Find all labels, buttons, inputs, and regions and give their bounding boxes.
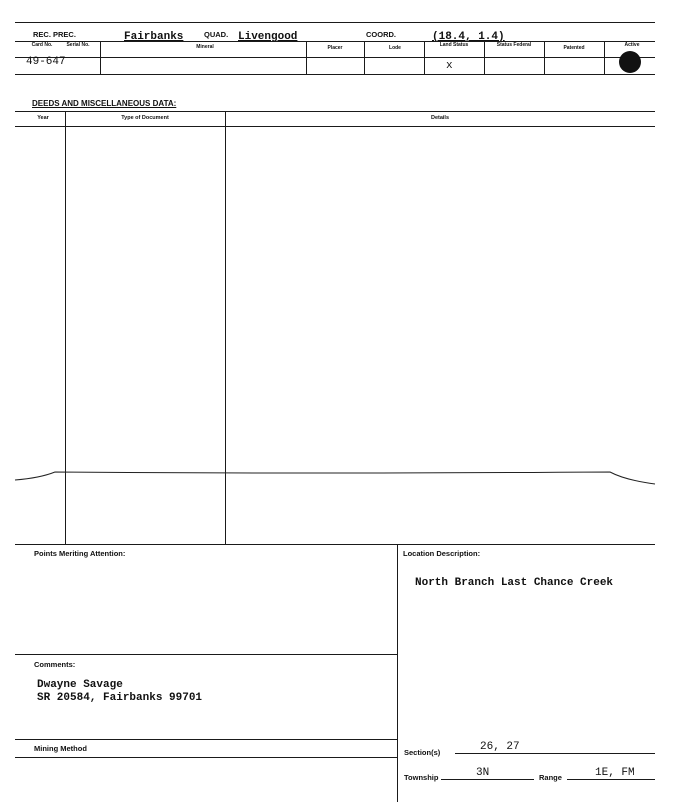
township-label: Township — [404, 773, 439, 782]
header-divider — [604, 41, 605, 74]
col-mineral: Mineral — [196, 44, 214, 50]
header-grid-mid — [15, 57, 655, 58]
col-details: Details — [430, 115, 450, 121]
region-value: Fairbanks — [124, 31, 184, 43]
col-lode: Lode — [389, 45, 401, 51]
comments-line-1: Dwayne Savage — [37, 679, 123, 691]
header-divider — [424, 41, 425, 74]
bottom-center-divider — [397, 544, 398, 802]
township-rule — [441, 779, 534, 780]
col-status-federal: Status Federal — [496, 42, 532, 48]
sections-rule — [455, 753, 655, 754]
coord-label: COORD. — [366, 30, 396, 39]
card-no-value: 49-647 — [26, 56, 66, 68]
comments-top-rule — [15, 654, 397, 655]
header-divider — [364, 41, 365, 74]
deeds-table-top — [15, 111, 655, 112]
sections-value: 26, 27 — [480, 741, 520, 753]
header-divider — [484, 41, 485, 74]
col-year: Year — [37, 115, 49, 121]
header-divider — [544, 41, 545, 74]
col-serial-no: Serial No. — [66, 42, 90, 48]
mining-top-rule — [15, 739, 397, 740]
deeds-title: DEEDS AND MISCELLANEOUS DATA: — [32, 99, 177, 108]
punch-hole-mark — [619, 51, 641, 73]
col-placer: Placer — [327, 45, 343, 51]
quad-label: QUAD. — [204, 30, 229, 39]
coord-value: (18.4, 1.4) — [432, 31, 505, 43]
col-active: Active — [624, 42, 640, 48]
location-text: North Branch Last Chance Creek — [415, 577, 614, 589]
header-divider — [100, 41, 101, 74]
range-label: Range — [539, 773, 562, 782]
page-fold-line — [0, 462, 678, 492]
sections-label: Section(s) — [404, 748, 441, 757]
col-land-status: Land Status — [439, 42, 469, 48]
rec-prec-label: REC. PREC. — [33, 30, 76, 39]
col-patented: Patented — [563, 45, 585, 51]
land-status-mark: x — [446, 60, 453, 72]
col-type-of-document: Type of Document — [121, 115, 169, 121]
comments-label: Comments: — [34, 660, 76, 669]
deeds-header-rule — [15, 126, 655, 127]
header-divider — [306, 41, 307, 74]
range-value: 1E, FM — [595, 767, 635, 779]
header-grid-bottom — [15, 74, 655, 75]
comments-line-2: SR 20584, Fairbanks 99701 — [37, 692, 203, 704]
range-rule — [567, 779, 655, 780]
mining-method-label: Mining Method — [34, 744, 87, 753]
location-label: Location Description: — [403, 549, 481, 558]
points-label: Points Meriting Attention: — [34, 549, 126, 558]
col-card-no: Card No. — [31, 42, 53, 48]
header-grid-top — [15, 41, 655, 42]
header-top-rule — [15, 22, 655, 23]
quad-value: Livengood — [238, 31, 298, 43]
bottom-section-top-rule — [15, 544, 655, 545]
mining-method-rule — [15, 757, 397, 758]
township-value: 3N — [476, 767, 490, 779]
